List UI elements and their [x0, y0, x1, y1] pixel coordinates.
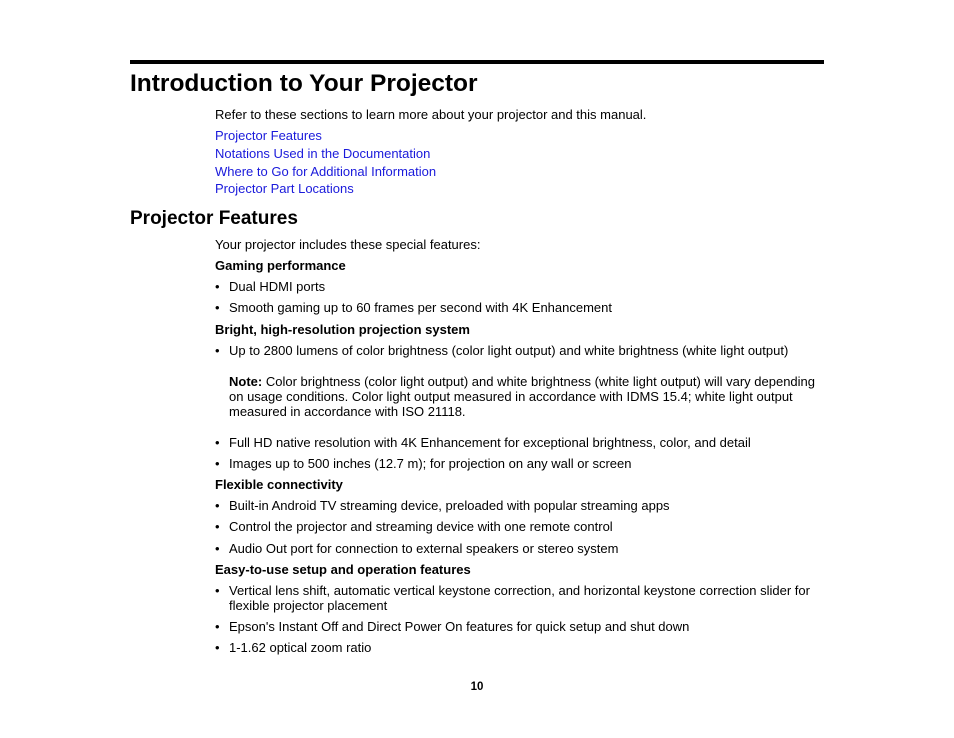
top-rule [130, 60, 824, 64]
bullet-icon: • [215, 343, 220, 358]
group-heading-connectivity: Flexible connectivity [215, 477, 343, 492]
note-text: Color brightness (color light output) and white brightness (white light output) will vary depending on usage conditions. Color light output measured in accordance with IDMS 15.4; white light output measured in accordance with ISO 21118. [229, 374, 816, 419]
list-item [215, 279, 825, 294]
list-item-text: 1-1.62 optical zoom ratio [229, 640, 372, 655]
list-item-text: Vertical lens shift, automatic vertical keystone correction, and horizontal keystone correction slider for flexible projector placement [229, 583, 810, 613]
toc-link-part-locations[interactable]: Projector Part Locations [215, 181, 354, 196]
list-item-text: Built-in Android TV streaming device, preloaded with popular streaming apps [229, 498, 670, 513]
page-number: 10 [470, 681, 484, 693]
list-item [215, 300, 825, 315]
list-item [215, 456, 825, 471]
list-item-text: Smooth gaming up to 60 frames per second with 4K Enhancement [229, 300, 612, 315]
bullet-icon: • [215, 498, 220, 513]
list-item [215, 498, 825, 513]
group-heading-gaming: Gaming performance [215, 258, 346, 273]
bullet-icon: • [215, 300, 220, 315]
list-item-text: Control the projector and streaming device with one remote control [229, 519, 613, 534]
list-item [215, 619, 825, 634]
list-item [215, 519, 825, 534]
toc-link-notations[interactable]: Notations Used in the Documentation [215, 146, 431, 161]
list-item-text: Full HD native resolution with 4K Enhancement for exceptional brightness, color, and detail [229, 435, 751, 450]
intro-text: Refer to these sections to learn more about your projector and this manual. [215, 107, 647, 122]
bullet-icon: • [215, 456, 220, 471]
toc-link-projector-features[interactable]: Projector Features [215, 128, 322, 143]
page-title: Introduction to Your Projector [130, 70, 478, 97]
list-item [215, 435, 825, 450]
group-heading-projection: Bright, high-resolution projection system [215, 322, 470, 337]
bullet-icon: • [215, 279, 220, 294]
section-title: Projector Features [130, 208, 298, 229]
bullet-icon: • [215, 519, 220, 534]
list-item [215, 583, 825, 613]
bullet-icon: • [215, 619, 220, 634]
bullet-icon: • [215, 583, 220, 598]
bullet-icon: • [215, 640, 220, 655]
bullet-icon: • [215, 541, 220, 556]
list-item-text: Dual HDMI ports [229, 279, 326, 294]
list-item-text: Up to 2800 lumens of color brightness (color light output) and white brightness (white light output) [229, 343, 789, 358]
list-item-text: Epson's Instant Off and Direct Power On features for quick setup and shut down [229, 619, 690, 634]
toc-link-additional-information[interactable]: Where to Go for Additional Information [215, 164, 437, 179]
list-item-text: Audio Out port for connection to external speakers or stereo system [229, 541, 619, 556]
note-block [229, 374, 827, 419]
group-heading-setup: Easy-to-use setup and operation features [215, 562, 471, 577]
note-label: Note: [229, 374, 263, 389]
list-item [215, 640, 825, 655]
list-item-text: Images up to 500 inches (12.7 m); for projection on any wall or screen [229, 456, 632, 471]
list-item [215, 343, 825, 358]
list-item [215, 541, 825, 556]
bullet-icon: • [215, 435, 220, 450]
section-intro: Your projector includes these special features: [215, 237, 481, 252]
